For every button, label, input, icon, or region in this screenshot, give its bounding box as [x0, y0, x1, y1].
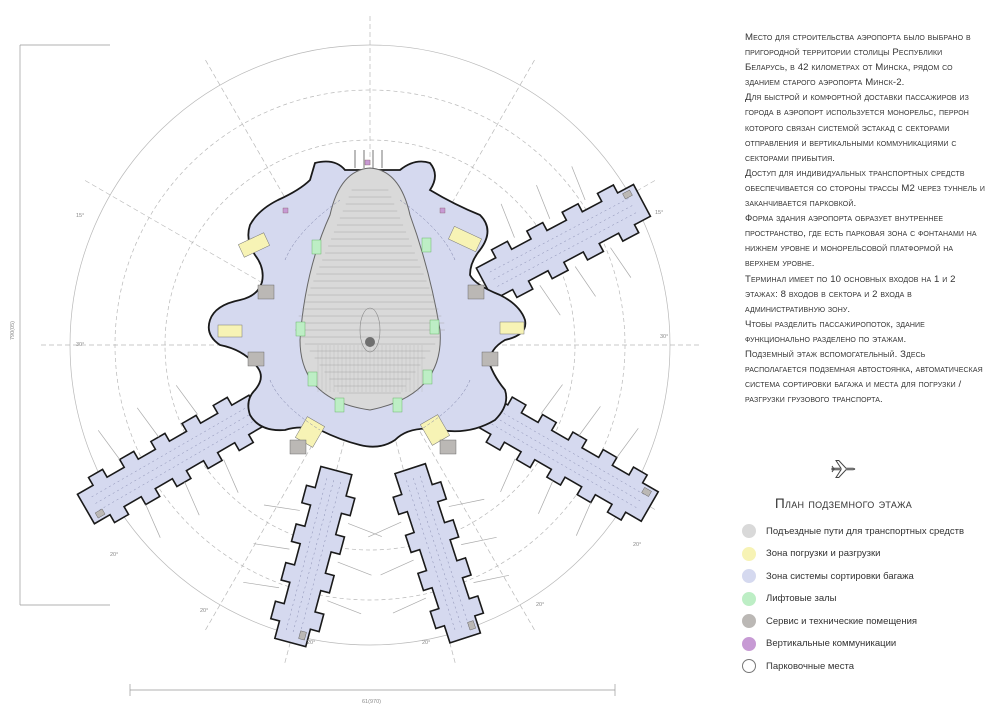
terminal-arm	[352, 450, 523, 657]
vertical-communication	[440, 208, 445, 213]
jet-bridge	[220, 460, 241, 493]
description-paragraph: Чтобы разделить пассажиропоток, здание функционально разделено по этажам.	[745, 318, 925, 345]
legend-label: Зона системы сортировки багажа	[766, 570, 914, 582]
jet-bridge	[610, 246, 630, 280]
airplane-icon	[830, 459, 858, 479]
legend-label: Подъездные пути для транспортных средств	[766, 525, 965, 537]
jet-bridge	[461, 533, 496, 548]
legend-item	[742, 612, 917, 630]
angle-label: 30°	[76, 342, 85, 348]
jet-bridge	[535, 481, 556, 514]
lift-hall	[393, 398, 402, 412]
legend-swatch	[742, 637, 756, 651]
service-zone	[482, 352, 498, 366]
description-text	[745, 30, 985, 407]
jet-bridge	[337, 562, 373, 575]
angle-label: 20°	[110, 552, 119, 558]
jet-bridge	[264, 501, 300, 514]
angle-label: 30°	[660, 334, 669, 340]
jet-bridge	[568, 166, 588, 200]
lift-hall	[308, 372, 317, 386]
jet-bridge	[392, 598, 427, 613]
lift-hall	[335, 398, 344, 412]
legend-label: Зона погрузки и разгрузки	[766, 548, 881, 559]
pier	[386, 461, 489, 646]
description-paragraph: Место для строительства аэропорта было выбрано в пригородной территории столицы Республики Беларусь, в 42 километрах от Минска, рядом со зданием старого аэропорта Минск-2.	[745, 32, 971, 89]
service-zone	[248, 352, 264, 366]
service-zone	[290, 440, 306, 454]
legend-label: Лифтовые залы	[766, 593, 837, 604]
central-terminal	[209, 162, 526, 447]
center-marker	[365, 337, 375, 347]
jet-bridge	[379, 560, 414, 575]
jet-bridge	[541, 383, 562, 416]
jet-bridge	[498, 204, 518, 238]
loading-zone	[500, 322, 524, 334]
jet-bridge	[540, 283, 560, 317]
legend-item	[742, 657, 854, 675]
pier	[266, 464, 360, 649]
jet-bridge	[98, 428, 119, 461]
jet-bridge	[137, 406, 158, 439]
vertical-communication	[283, 208, 288, 213]
dimension-line-bottom	[130, 684, 615, 696]
jet-bridge	[617, 426, 638, 459]
jet-bridge	[497, 459, 518, 492]
angle-label: 20°	[422, 640, 431, 646]
legend-swatch	[742, 569, 756, 583]
legend-swatch	[742, 592, 756, 606]
legend-title: План подземного этажа	[775, 496, 913, 511]
legend-swatch	[742, 547, 756, 561]
jet-bridge	[474, 572, 509, 587]
jet-bridge	[142, 505, 163, 538]
jet-bridge	[573, 503, 594, 536]
legend-item	[742, 522, 964, 540]
legend-swatch	[742, 659, 756, 673]
terminal-arm	[55, 356, 288, 562]
dimension-label-bottom: 61(970)	[362, 699, 381, 705]
service-zone	[468, 285, 484, 299]
jet-bridge	[181, 482, 202, 515]
legend-label: Сервис и технические помещения	[766, 615, 918, 627]
jet-bridge	[533, 185, 553, 219]
angle-label: 20°	[633, 542, 642, 548]
jet-bridge	[254, 540, 290, 553]
angle-label: 15°	[76, 213, 85, 219]
lift-hall	[312, 240, 321, 254]
service-zone	[258, 285, 274, 299]
legend-swatch	[742, 614, 756, 628]
legend-label: Вертикальные коммуникации	[766, 638, 897, 649]
lift-hall	[423, 370, 432, 384]
jet-bridge	[367, 522, 402, 537]
terminal-arm	[231, 455, 395, 659]
jet-bridge	[347, 523, 383, 536]
lift-hall	[422, 238, 431, 252]
description-paragraph: Для быстрой и комфортной доставки пассажиров из города в аэропорт используется монорельс, перрон которого связан системой эстакад с секторами отправления и вертикальными коммуникациями с секторами прибытия.	[745, 92, 969, 164]
jet-bridge	[575, 265, 595, 299]
vertical-communication	[365, 160, 370, 165]
legend-swatch	[742, 524, 756, 538]
jet-bridge	[176, 383, 197, 416]
jet-bridge	[579, 404, 600, 437]
legend-item	[742, 590, 837, 608]
description-paragraph: Форма здания аэропорта образует внутреннее пространство, где есть парковая зона с фонтанами на нижнем уровне и монорельсовой платформой на верхнем уровне.	[745, 213, 977, 270]
legend-item	[742, 567, 914, 585]
service-zone	[440, 440, 456, 454]
angle-label: 20°	[200, 608, 209, 614]
jet-bridge	[243, 578, 279, 591]
angle-label: 20°	[307, 640, 316, 646]
jet-bridge	[449, 495, 484, 510]
legend-label: Парковочные места	[766, 660, 854, 672]
jet-bridge	[326, 601, 362, 614]
angle-label: 20°	[536, 602, 545, 608]
lift-hall	[296, 322, 305, 336]
lift-hall	[430, 320, 439, 334]
legend-item	[742, 545, 880, 563]
description-paragraph: Терминал имеет по 10 основных входов на 1 и 2 этажах: 8 входов в сектора и 2 входа в административную зону.	[745, 273, 956, 315]
description-paragraph: Доступ для индивидуальных транспортных средств обеспечивается со стороны трассы М2 через туннель и заканчивается парковкой.	[745, 167, 985, 210]
loading-zone	[218, 325, 242, 337]
angle-label: 15°	[655, 210, 664, 216]
legend-item	[742, 635, 896, 653]
description-paragraph: Подземный этаж вспомогательный. Здесь располагается подземная автостоянка, автоматическая система сортировки багажа и места для погрузки / разгрузки грузового транспорта.	[745, 348, 983, 406]
dimension-label-left: 790(05)	[10, 321, 16, 340]
